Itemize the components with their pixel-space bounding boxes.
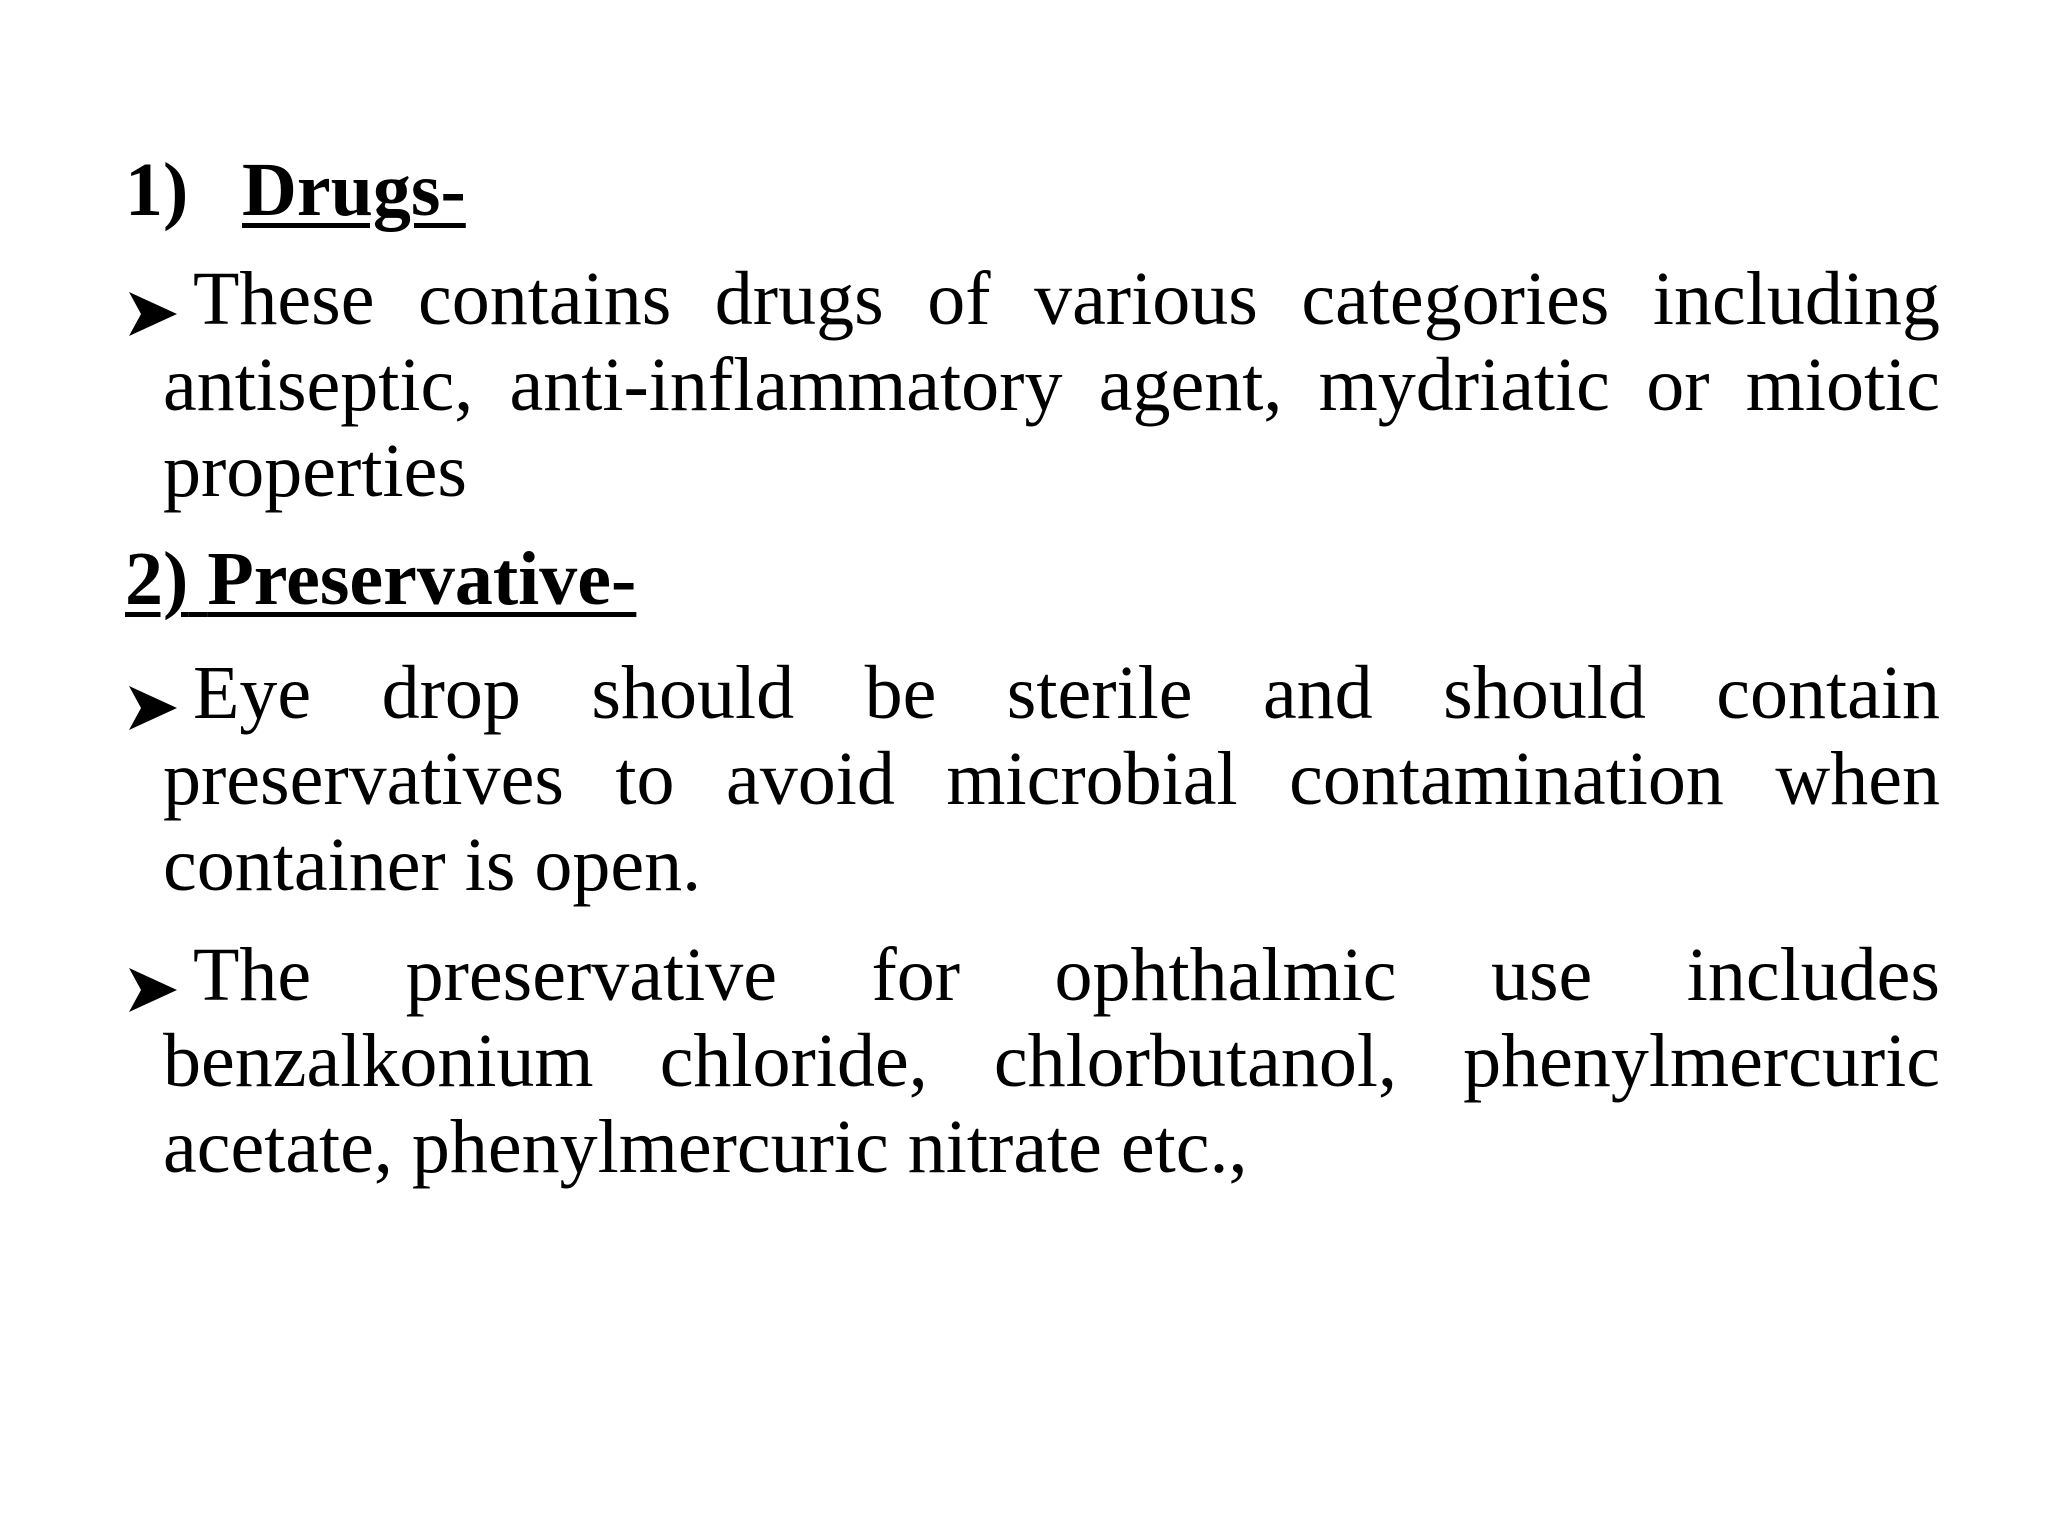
bullet-text: These contains drugs of various categories including antiseptic, anti-inflammatory agent, mydriatic or miotic properties (163, 257, 1940, 513)
bullet-text: The preservative for ophthalmic use includes benzalkonium chloride, chlorbutanol, phenylmercuric acetate, phenylmercuric nitrate etc., (163, 933, 1940, 1189)
section-heading-drugs (125, 148, 466, 232)
section-title: Preservative- (207, 537, 637, 621)
bullet-text: Eye drop should be sterile and should contain preservatives to avoid microbial contamination when container is open. (163, 651, 1940, 907)
bullet-item (125, 932, 1940, 1190)
arrow-bullet-icon (125, 256, 185, 342)
section-number: 2) (125, 537, 189, 621)
section-title: Drugs- (242, 148, 466, 232)
bullet-item (125, 650, 1940, 908)
arrow-bullet-icon (125, 932, 185, 1018)
arrow-bullet-icon (125, 650, 185, 736)
section-heading-label (125, 537, 636, 621)
section-heading-preservative (125, 537, 637, 621)
section-number: 1) (125, 148, 189, 232)
bullet-item (125, 256, 1940, 514)
